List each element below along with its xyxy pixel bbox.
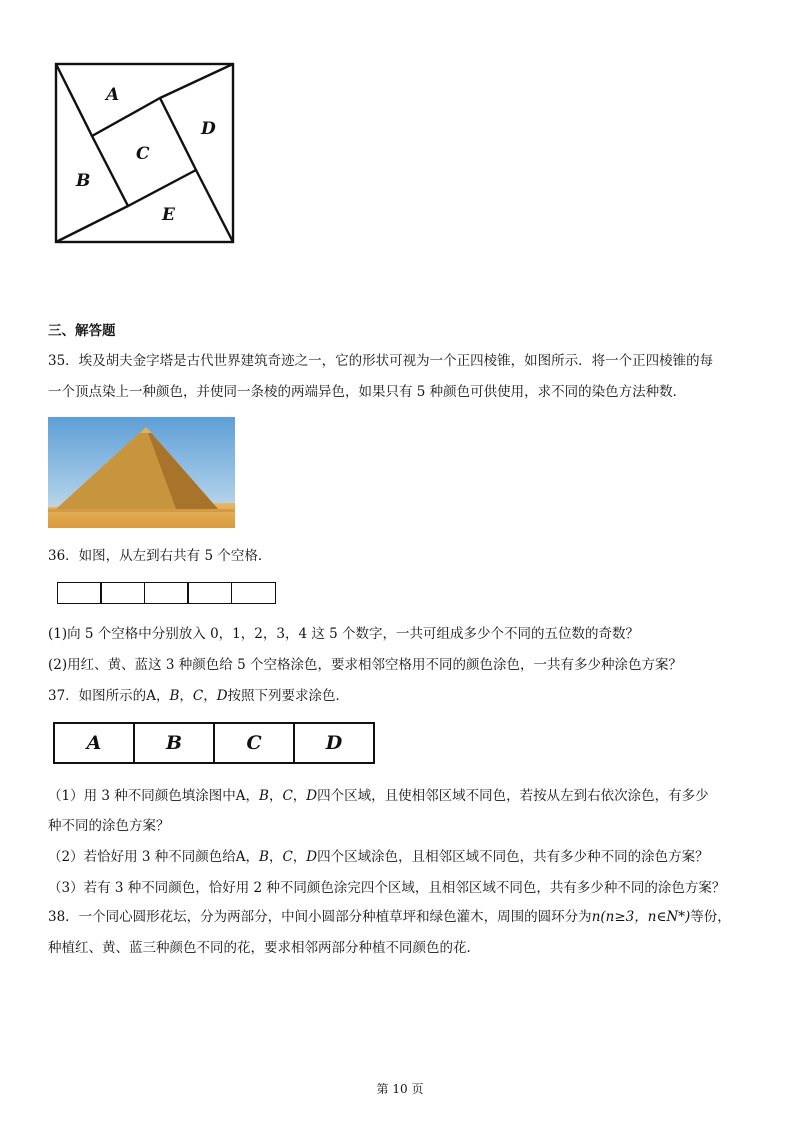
square-partition-figure: [50, 58, 240, 248]
q37-line1: 37．如图所示的A，B，C，D按照下列要求涂色．: [48, 688, 350, 704]
section-heading: 三、解答题: [48, 323, 116, 339]
abcd-strip: [53, 722, 375, 764]
region-ref-d: D: [306, 849, 318, 865]
q37-intro-end: 按照下列要求涂色．: [227, 688, 350, 704]
q38-line1: [48, 907, 731, 927]
q38-line1-start: 38．一个同心圆形花坛，分为两部分，中间小圆部分种植草坪和绿色灌木，周围的圆环分为: [48, 909, 592, 925]
page-number: 第 10 页: [376, 1082, 424, 1096]
region-label-d: D: [201, 119, 216, 139]
q37-intro: 37．如图所示的: [48, 688, 147, 704]
region-ref-a: A: [235, 788, 246, 804]
region-label-b: B: [76, 171, 91, 191]
q35-line2: 一个顶点染上一种颜色，并使同一条棱的两端异色，如果只有 5 种颜色可供使用，求不同的染色方法种数．: [48, 384, 687, 400]
region-label-e: E: [162, 205, 175, 225]
q37-part2-end: 四个区域涂色，且相邻区域不同色，共有多少种不同的涂色方案？: [317, 849, 709, 865]
blank-cell: [100, 582, 145, 604]
q36-part2: (2)用红、黄、蓝这 3 种颜色给 5 个空格涂色，要求相邻空格用不同的颜色涂色，一共有多少种涂色方案？: [48, 657, 682, 673]
strip-region-b: B: [133, 722, 215, 764]
q36-line1: 36．如图，从左到右共有 5 个空格．: [48, 548, 272, 564]
q37-part3: （3）若有 3 种不同颜色，恰好用 2 种不同颜色涂完四个区域，且相邻区域不同色，共有多少种不同的涂色方案？: [48, 880, 726, 896]
q37-part1-end: 四个区域，且使相邻区域不同色，若按从左到右依次涂色，有多少: [317, 788, 709, 804]
pyramid-photo: [48, 417, 235, 528]
region-ref-a: A: [146, 688, 156, 704]
blank-cell: [144, 582, 189, 604]
region-ref-a: A: [235, 849, 246, 865]
blank-cell: [231, 582, 276, 604]
region-ref-c: C: [282, 849, 293, 865]
q37-part2: （2）若恰好用 3 种不同颜色给A，B，C，D四个区域涂色，且相邻区域不同色，共有多少种不同的涂色方案？: [48, 849, 709, 865]
q37-part1: （1）用 3 种不同颜色填涂图中A，B，C，D四个区域，且使相邻区域不同色，若按从左到右依次涂色，有多少: [48, 788, 709, 804]
region-ref-d: D: [216, 688, 228, 704]
q38-line2: 种植红、黄、蓝三种颜色不同的花，要求相邻两部分种植不同颜色的花．: [48, 940, 480, 956]
q35-line1: 35．埃及胡夫金字塔是古代世界建筑奇迹之一，它的形状可视为一个正四棱锥，如图所示．将一个正四棱锥的每: [48, 353, 714, 369]
strip-region-c: C: [213, 722, 295, 764]
region-ref-b: B: [259, 788, 269, 804]
region-label-c: C: [136, 144, 150, 164]
blank-cell: [187, 582, 232, 604]
region-ref-b: B: [259, 849, 269, 865]
q38-n-condition: n(n≥3，n∈N*): [591, 909, 691, 925]
region-label-a: A: [106, 85, 120, 105]
strip-region-d: D: [293, 722, 375, 764]
region-ref-b: B: [169, 688, 180, 704]
region-ref-d: D: [306, 788, 318, 804]
q38-line1-end: 等份，: [690, 909, 731, 925]
strip-region-a: A: [53, 722, 135, 764]
q37-part1-line2: 种不同的涂色方案？: [48, 818, 170, 834]
q37-part2-start: （2）若恰好用 3 种不同颜色给: [48, 849, 236, 865]
q37-part1-start: （1）用 3 种不同颜色填涂图中: [48, 788, 236, 804]
five-blank-cells: [57, 582, 276, 604]
blank-cell: [57, 582, 102, 604]
region-ref-c: C: [192, 688, 204, 704]
region-ref-c: C: [282, 788, 293, 804]
q36-part1: (1)向 5 个空格中分别放入 0，1，2，3，4 这 5 个数字，一共可组成多少个不同的五位数的奇数？: [48, 626, 639, 642]
